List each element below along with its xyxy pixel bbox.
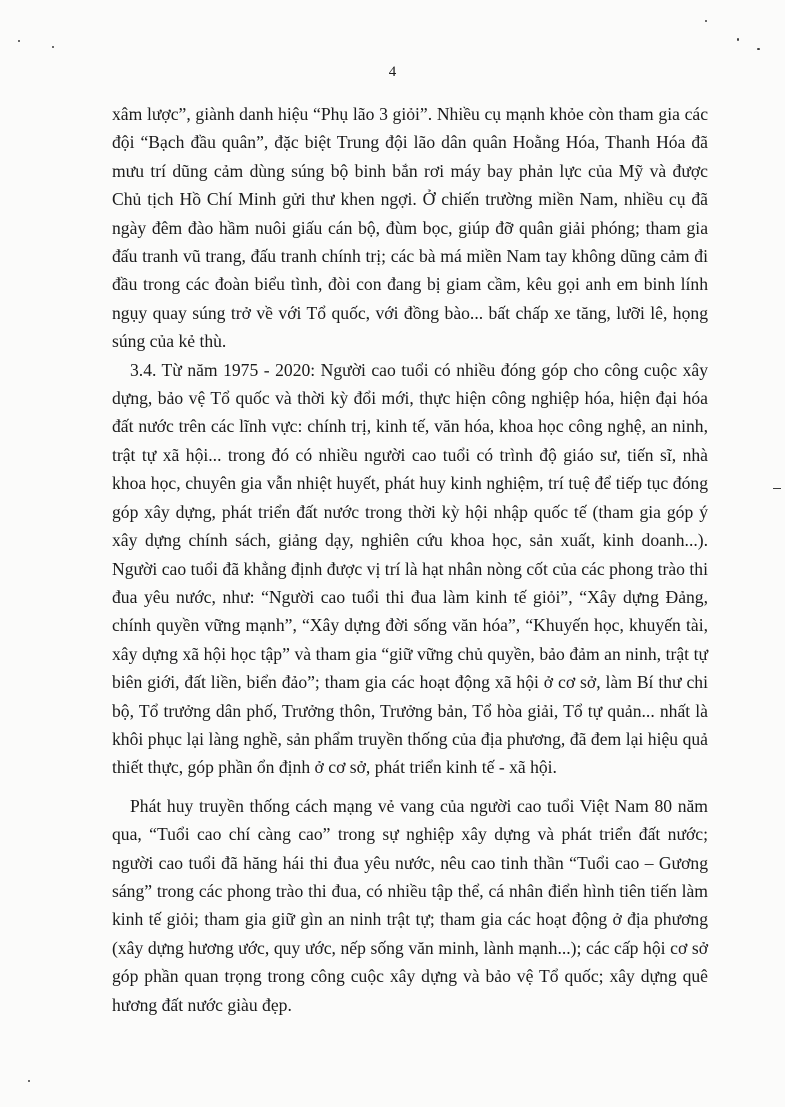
page-number: 4 (388, 64, 397, 80)
scan-speck (705, 20, 707, 22)
paragraph-section-3-4: 3.4. Từ năm 1975 - 2020: Người cao tuổi có nhiều đóng góp cho công cuộc xây dựng, bảo vệ Tổ quốc và thời kỳ đổi mới, thực hiện công nghiệp hóa, hiện đại hóa đất nước trên các lĩnh vực: chính trị, kinh tế, văn hóa, khoa học công nghệ, an ninh, trật tự xã hội... trong đó có nhiều người cao tuổi có trình độ giáo sư, tiến sĩ, nhà khoa học, chuyên gia vẫn nhiệt huyết, phát huy kinh nghiệm, trí tuệ để tiếp tục đóng góp xây dựng, phát triển đất nước trong thời kỳ hội nhập quốc tế (tham gia góp ý xây dựng chính sách, giảng dạy, nghiên cứu khoa học, sản xuất, kinh doanh...). Người cao tuổi đã khẳng định được vị trí là hạt nhân nòng cốt của các phong trào thi đua yêu nước, như: “Người cao tuổi thi đua làm kinh tế giỏi”, “Xây dựng Đảng, chính quyền vững mạnh”, “Xây dựng đời sống văn hóa”, “Khuyến học, khuyến tài, xây dựng xã hội học tập” và tham gia “giữ vững chủ quyền, bảo đảm an ninh, trật tự biên giới, đất liền, biển đảo”; tham gia các hoạt động xã hội ở cơ sở, làm Bí thư chi bộ, Tổ trưởng dân phố, Trưởng thôn, Trưởng bản, Tổ hòa giải, Tổ tự quản... nhất là khôi phục lại làng nghề, sản phẩm truyền thống của địa phương, đã đem lại hiệu quả thiết thực, góp phần ổn định ở cơ sở, phát triển kinh tế - xã hội. (112, 359, 708, 778)
scan-speck (773, 488, 781, 489)
paragraph-summary: Phát huy truyền thống cách mạng vẻ vang của người cao tuổi Việt Nam 80 năm qua, “Tuổi cao chí càng cao” trong sự nghiệp xây dựng và phát triển đất nước; người cao tuổi đã hăng hái thi đua yêu nước, nêu cao tinh thần “Tuổi cao – Gương sáng” trong các phong trào thi đua, có nhiều tập thể, cá nhân điển hình tiên tiến làm kinh tế giỏi; tham gia giữ gìn an ninh trật tự; tham gia các hoạt động ở địa phương (xây dựng hương ước, quy ước, nếp sống văn minh, lành mạnh...); các cấp hội cơ sở góp phần quan trọng trong công cuộc xây dựng và bảo vệ Tổ quốc; xây dựng quê hương đất nước giàu đẹp. (112, 795, 708, 1015)
scan-speck (52, 46, 54, 48)
paragraph-continuation: xâm lược”, giành danh hiệu “Phụ lão 3 giỏi”. Nhiều cụ mạnh khỏe còn tham gia các đội “Bạch đầu quân”, đặc biệt Trung đội lão dân quân Hoằng Hóa, Thanh Hóa đã mưu trí dũng cảm dùng súng bộ binh bắn rơi máy bay phản lực của Mỹ và được Chủ tịch Hồ Chí Minh gửi thư khen ngợi. Ở chiến trường miền Nam, nhiều cụ đã ngày đêm đào hầm nuôi giấu cán bộ, đùm bọc, giúp đỡ quân giải phóng; tham gia đấu tranh vũ trang, đấu tranh chính trị; các bà má miền Nam tay không dũng cảm đi đầu trong các đoàn biểu tình, đòi con đang bị giam cầm, kêu gọi anh em binh lính ngụy quay súng trở về với Tổ quốc, với đồng bào... bất chấp xe tăng, lưỡi lê, họng súng của kẻ thù. (112, 104, 708, 352)
scan-speck (18, 40, 20, 42)
scan-speck (757, 48, 760, 50)
document-body (112, 100, 708, 1019)
scan-speck (737, 38, 739, 41)
scan-speck (28, 1080, 30, 1082)
